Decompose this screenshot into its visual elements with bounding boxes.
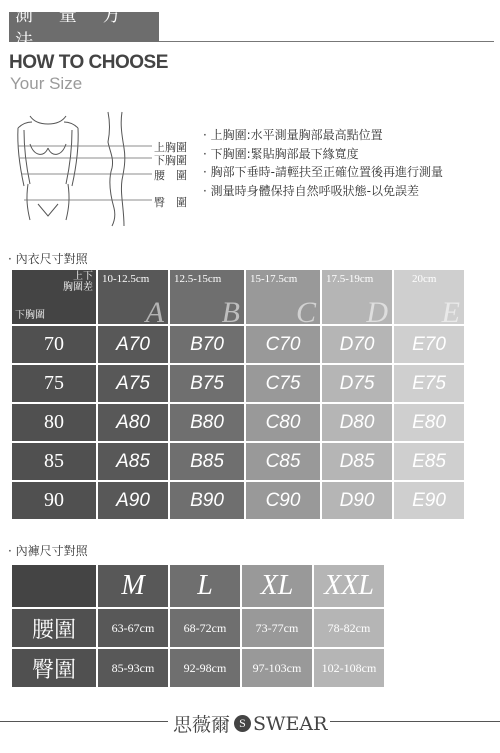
brand-logo [173,710,327,737]
cup-header-e: 20cm E [394,270,464,324]
size-cell: 97-103cm [242,649,312,687]
size-cell: 73-77cm [242,609,312,647]
note-item: · 測量時身體保持自然呼吸狀態-以免誤差 [203,183,419,198]
size-cell: A75 [98,365,168,402]
note-item: · 上胸圍:水平測量胸部最高點位置 [203,128,383,142]
page-heading: HOW TO CHOOSE [9,52,168,73]
size-cell: A90 [98,482,168,519]
size-cell: E80 [394,404,464,441]
band-size: 80 [12,404,96,441]
footer-divider-left [0,721,168,722]
size-cell: 85-93cm [98,649,168,687]
size-cell: 63-67cm [98,609,168,647]
size-cell: B90 [170,482,244,519]
bra-size-table [10,268,466,521]
size-cell: A70 [98,326,168,363]
size-cell: 68-72cm [170,609,240,647]
cup-header-c: 15-17.5cm C [246,270,320,324]
body-measurement-figure [10,108,200,233]
size-cell: B85 [170,443,244,480]
size-cell: 78-82cm [314,609,384,647]
table-row [12,482,464,519]
size-header-m: M [98,565,168,607]
size-cell: D80 [322,404,392,441]
table-row [12,609,384,647]
label-hip: 臀 圍 [154,196,187,209]
size-cell: C85 [246,443,320,480]
cup-header-b: 12.5-15cm B [170,270,244,324]
size-cell: 102-108cm [314,649,384,687]
label-under-bust: 下胸圍 [154,154,187,167]
row-label-hip: 臀圍 [12,649,96,687]
size-cell: B70 [170,326,244,363]
size-cell: C75 [246,365,320,402]
row-label-waist: 腰圍 [12,609,96,647]
size-cell: D85 [322,443,392,480]
size-cell: 92-98cm [170,649,240,687]
brand-s-icon: S [234,715,251,732]
size-cell: C90 [246,482,320,519]
table-corner-header: 上下 胸圍差 下胸圍 [12,270,96,324]
table-row [12,443,464,480]
title-divider [159,41,494,42]
band-size: 85 [12,443,96,480]
band-size: 90 [12,482,96,519]
table-row [12,649,384,687]
size-cell: B80 [170,404,244,441]
size-cell: E70 [394,326,464,363]
brand-name-cn: 思薇爾 [173,714,231,736]
size-cell: B75 [170,365,244,402]
measurement-notes [203,126,443,200]
band-size: 75 [12,365,96,402]
size-cell: A85 [98,443,168,480]
brand-name-en: SWEAR [253,712,328,735]
table-row [12,326,464,363]
section-title: 測 量 方 法 [9,12,159,42]
label-waist: 腰 圍 [154,169,187,182]
size-cell: D75 [322,365,392,402]
size-cell: C80 [246,404,320,441]
size-cell: D70 [322,326,392,363]
size-cell: C70 [246,326,320,363]
table-row [12,404,464,441]
band-size: 70 [12,326,96,363]
size-cell: A80 [98,404,168,441]
panty-size-table [10,563,386,689]
cup-header-d: 17.5-19cm D [322,270,392,324]
note-item: · 下胸圍:緊貼胸部最下緣寬度 [203,146,359,161]
label-upper-bust: 上胸圍 [154,141,187,154]
page-subheading: Your Size [10,74,83,93]
size-header-xxl: XXL [314,565,384,607]
table-row [12,365,464,402]
bra-section-label: · 內衣尺寸對照 [8,252,88,266]
table-corner-header [12,565,96,607]
panty-section-label: · 內褲尺寸對照 [8,544,88,558]
cup-header-a: 10-12.5cm A [98,270,168,324]
size-cell: D90 [322,482,392,519]
size-header-xl: XL [242,565,312,607]
footer-divider-right [330,721,500,722]
size-cell: E90 [394,482,464,519]
size-header-l: L [170,565,240,607]
note-item: · 胸部下垂時-請輕扶至正確位置後再進行測量 [203,165,443,179]
size-cell: E75 [394,365,464,402]
size-cell: E85 [394,443,464,480]
